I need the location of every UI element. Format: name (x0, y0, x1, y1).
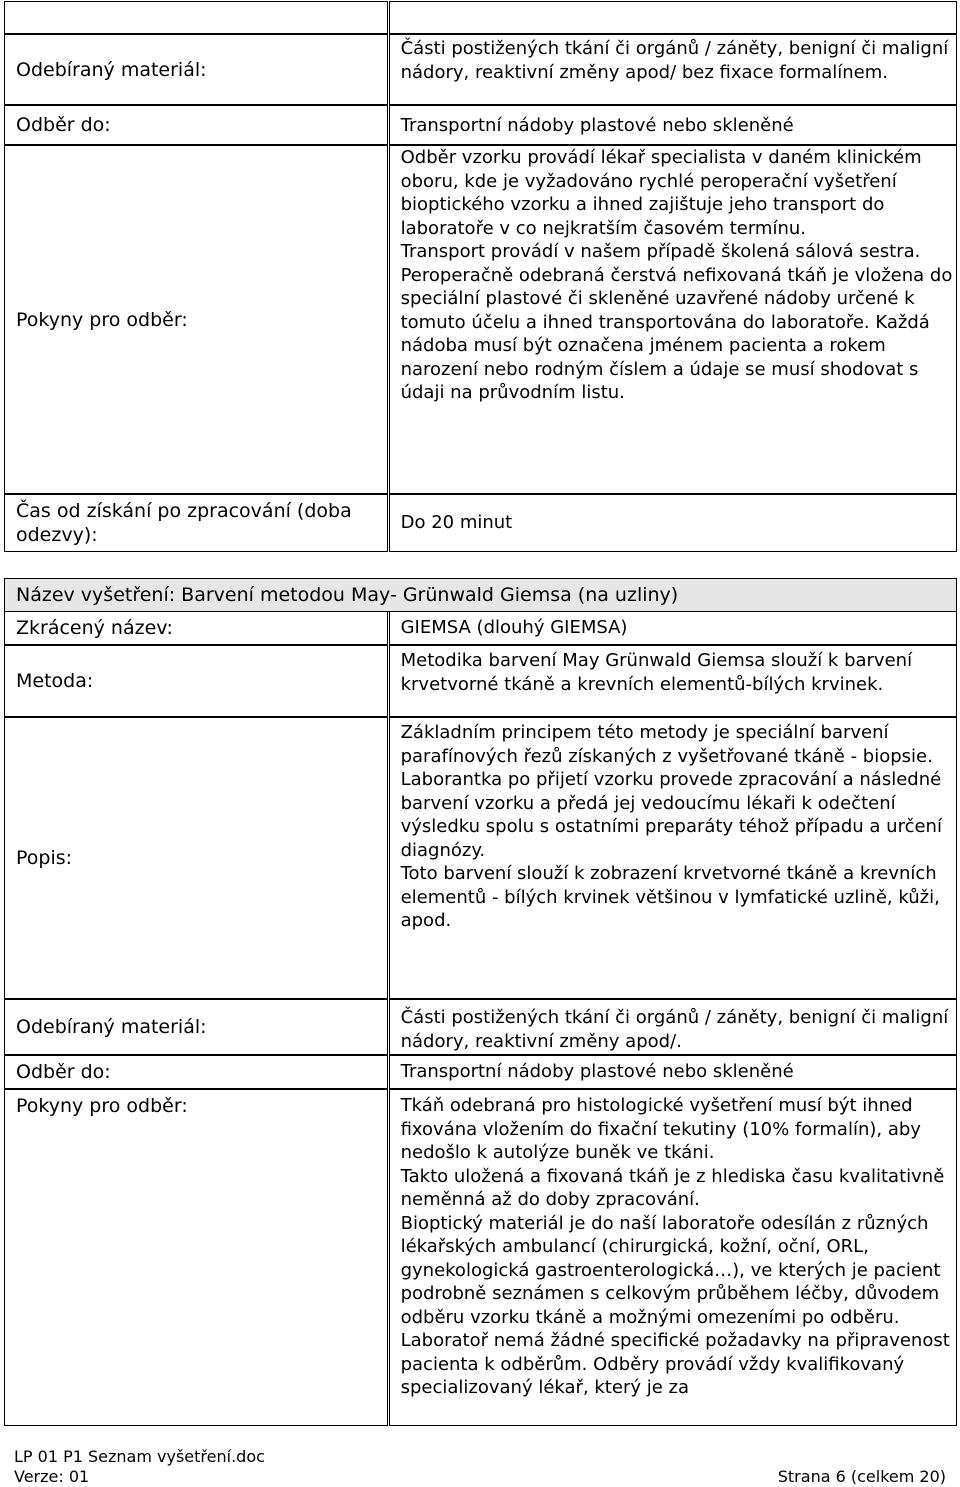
table-row (4, 717, 957, 999)
table-row (4, 645, 957, 717)
row-value (389, 611, 957, 645)
value-paragraph: Bioptický materiál je do naší laboratoře odesílán z různých lékařských ambulancí (chirurgická, kožní, oční, ORL, gynekologická gastroenterologická…), ve kterých je pacient podrobně seznámen s celkovým průběhem léčby, důvodem odběru vzorku tkáně a možnými omezeními po odběru. (400, 1212, 941, 1328)
row-value (389, 999, 957, 1055)
row-value (389, 717, 957, 999)
row-value (389, 494, 957, 552)
row-label: Čas od získání po zpracování (doba odezvy): (4, 494, 388, 552)
row-value (389, 1089, 957, 1426)
table-row (4, 999, 957, 1055)
value-text: GIEMSA (dlouhý GIEMSA) (400, 617, 628, 639)
table-row (4, 145, 957, 494)
table-row (4, 1055, 957, 1089)
table-row (4, 105, 957, 145)
row-label: Zkrácený název: (4, 611, 388, 645)
value-text: Transportní nádoby plastové nebo skleněné (400, 115, 794, 136)
value-text: Do 20 minut (400, 512, 513, 534)
table-sample-info-1 (4, 1, 957, 552)
value-paragraph: Toto barvení slouží k zobrazení krvetvorné tkáně a krevních elementů - bílých krvinek většinou v lymfatické uzlině, kůži, (400, 863, 940, 908)
row-value (389, 34, 957, 105)
value-paragraph: Základním principem této metody je speciální barvení parafínových řezů získaných z vyšetřované tkáně - biopsie. (400, 722, 933, 767)
row-label: Odebíraný materiál: (4, 34, 388, 105)
value-paragraph: Takto uložená a fixovaná tkáň je z hlediska času kvalitativně neměnná až do doby zpracování. (400, 1165, 945, 1210)
row-label: Popis: (4, 717, 388, 999)
row-label: Pokyny pro odběr: (4, 145, 388, 494)
value-paragraph: Laborantka po přijetí vzorku provede zpracování a následné barvení vzorku a předá jej vedoucímu lékaři k odečtení výsledku spolu s ostatními preparáty téhož případu a určení diagnózy. (400, 769, 942, 861)
footer-doc-name: LP 01 P1 Seznam vyšetření.doc (14, 1447, 265, 1466)
row-label: Odebíraný materiál: (4, 999, 388, 1055)
value-paragraph: Laboratoř nemá žádné specifické požadavky na připravenost pacienta k odběrům. Odběry provádí vždy kvalifikovaný specializovaný lékař, který je za (400, 1330, 950, 1398)
row-value (389, 645, 957, 717)
footer-page-number: Strana 6 (celkem 20) (777, 1467, 946, 1486)
value-text: Části postižených tkání či orgánů / záněty, benigní či maligní nádory, reaktivní změny apod/. (400, 1007, 949, 1052)
table-sample-info-2 (4, 611, 957, 1426)
empty-value-cell (389, 1, 957, 34)
row-label: Odběr do: (4, 1055, 388, 1089)
value-paragraph: apod. (400, 910, 452, 931)
value-paragraph: Transport provádí v našem případě školená sálová sestra. (400, 241, 921, 262)
value-text: Transportní nádoby plastové nebo skleněné (400, 1061, 794, 1083)
footer-version: Verze: 01 (14, 1467, 90, 1486)
row-value (389, 105, 957, 145)
exam-title: Název vyšetření: Barvení metodou May- Grünwald Giemsa (na uzliny) (16, 584, 679, 606)
exam-title-bar (4, 578, 957, 612)
value-text: Metodika barvení May Grünwald Giemsa slouží k barvení krvetvorné tkáně a krevních elementů-bílých krvinek. (400, 650, 913, 695)
table-row (4, 1089, 957, 1426)
row-label: Pokyny pro odběr: (4, 1089, 388, 1426)
table-row (4, 494, 957, 552)
table-row (4, 34, 957, 105)
value-text: Části postižených tkání či orgánů / záněty, benigní či maligní nádory, reaktivní změny apod/ bez fixace formalínem. (400, 38, 949, 83)
empty-label-cell (4, 1, 388, 34)
row-value (389, 1055, 957, 1089)
row-label: Metoda: (4, 645, 388, 717)
value-paragraph: Tkáň odebraná pro histologické vyšetření musí být ihned fixována vložením do fixační tekutiny (10% formalín), aby nedošlo k autolýze buněk ve tkáni. (400, 1095, 921, 1163)
row-label: Odběr do: (4, 105, 388, 145)
table-row (4, 1, 957, 34)
table-row (4, 611, 957, 645)
row-value (389, 145, 957, 494)
value-paragraph: Peroperačně odebraná čerstvá nefixovaná tkáň je vložena do speciální plastové či skleněné uzavřené nádoby určené k tomuto účelu a ihned transportována do laboratoře. Každá nádoba musí být označena jménem pacienta a rokem narození nebo rodným číslem a údaje se musí shodovat s údaji na průvodním listu. (400, 264, 953, 403)
value-paragraph: Odběr vzorku provádí lékař specialista v daném klinickém oboru, kde je vyžadováno rychlé peroperační vyšetření bioptického vzorku a ihned zajištuje jeho transport do laboratoře v co nejkratším časovém termínu. (400, 147, 922, 239)
